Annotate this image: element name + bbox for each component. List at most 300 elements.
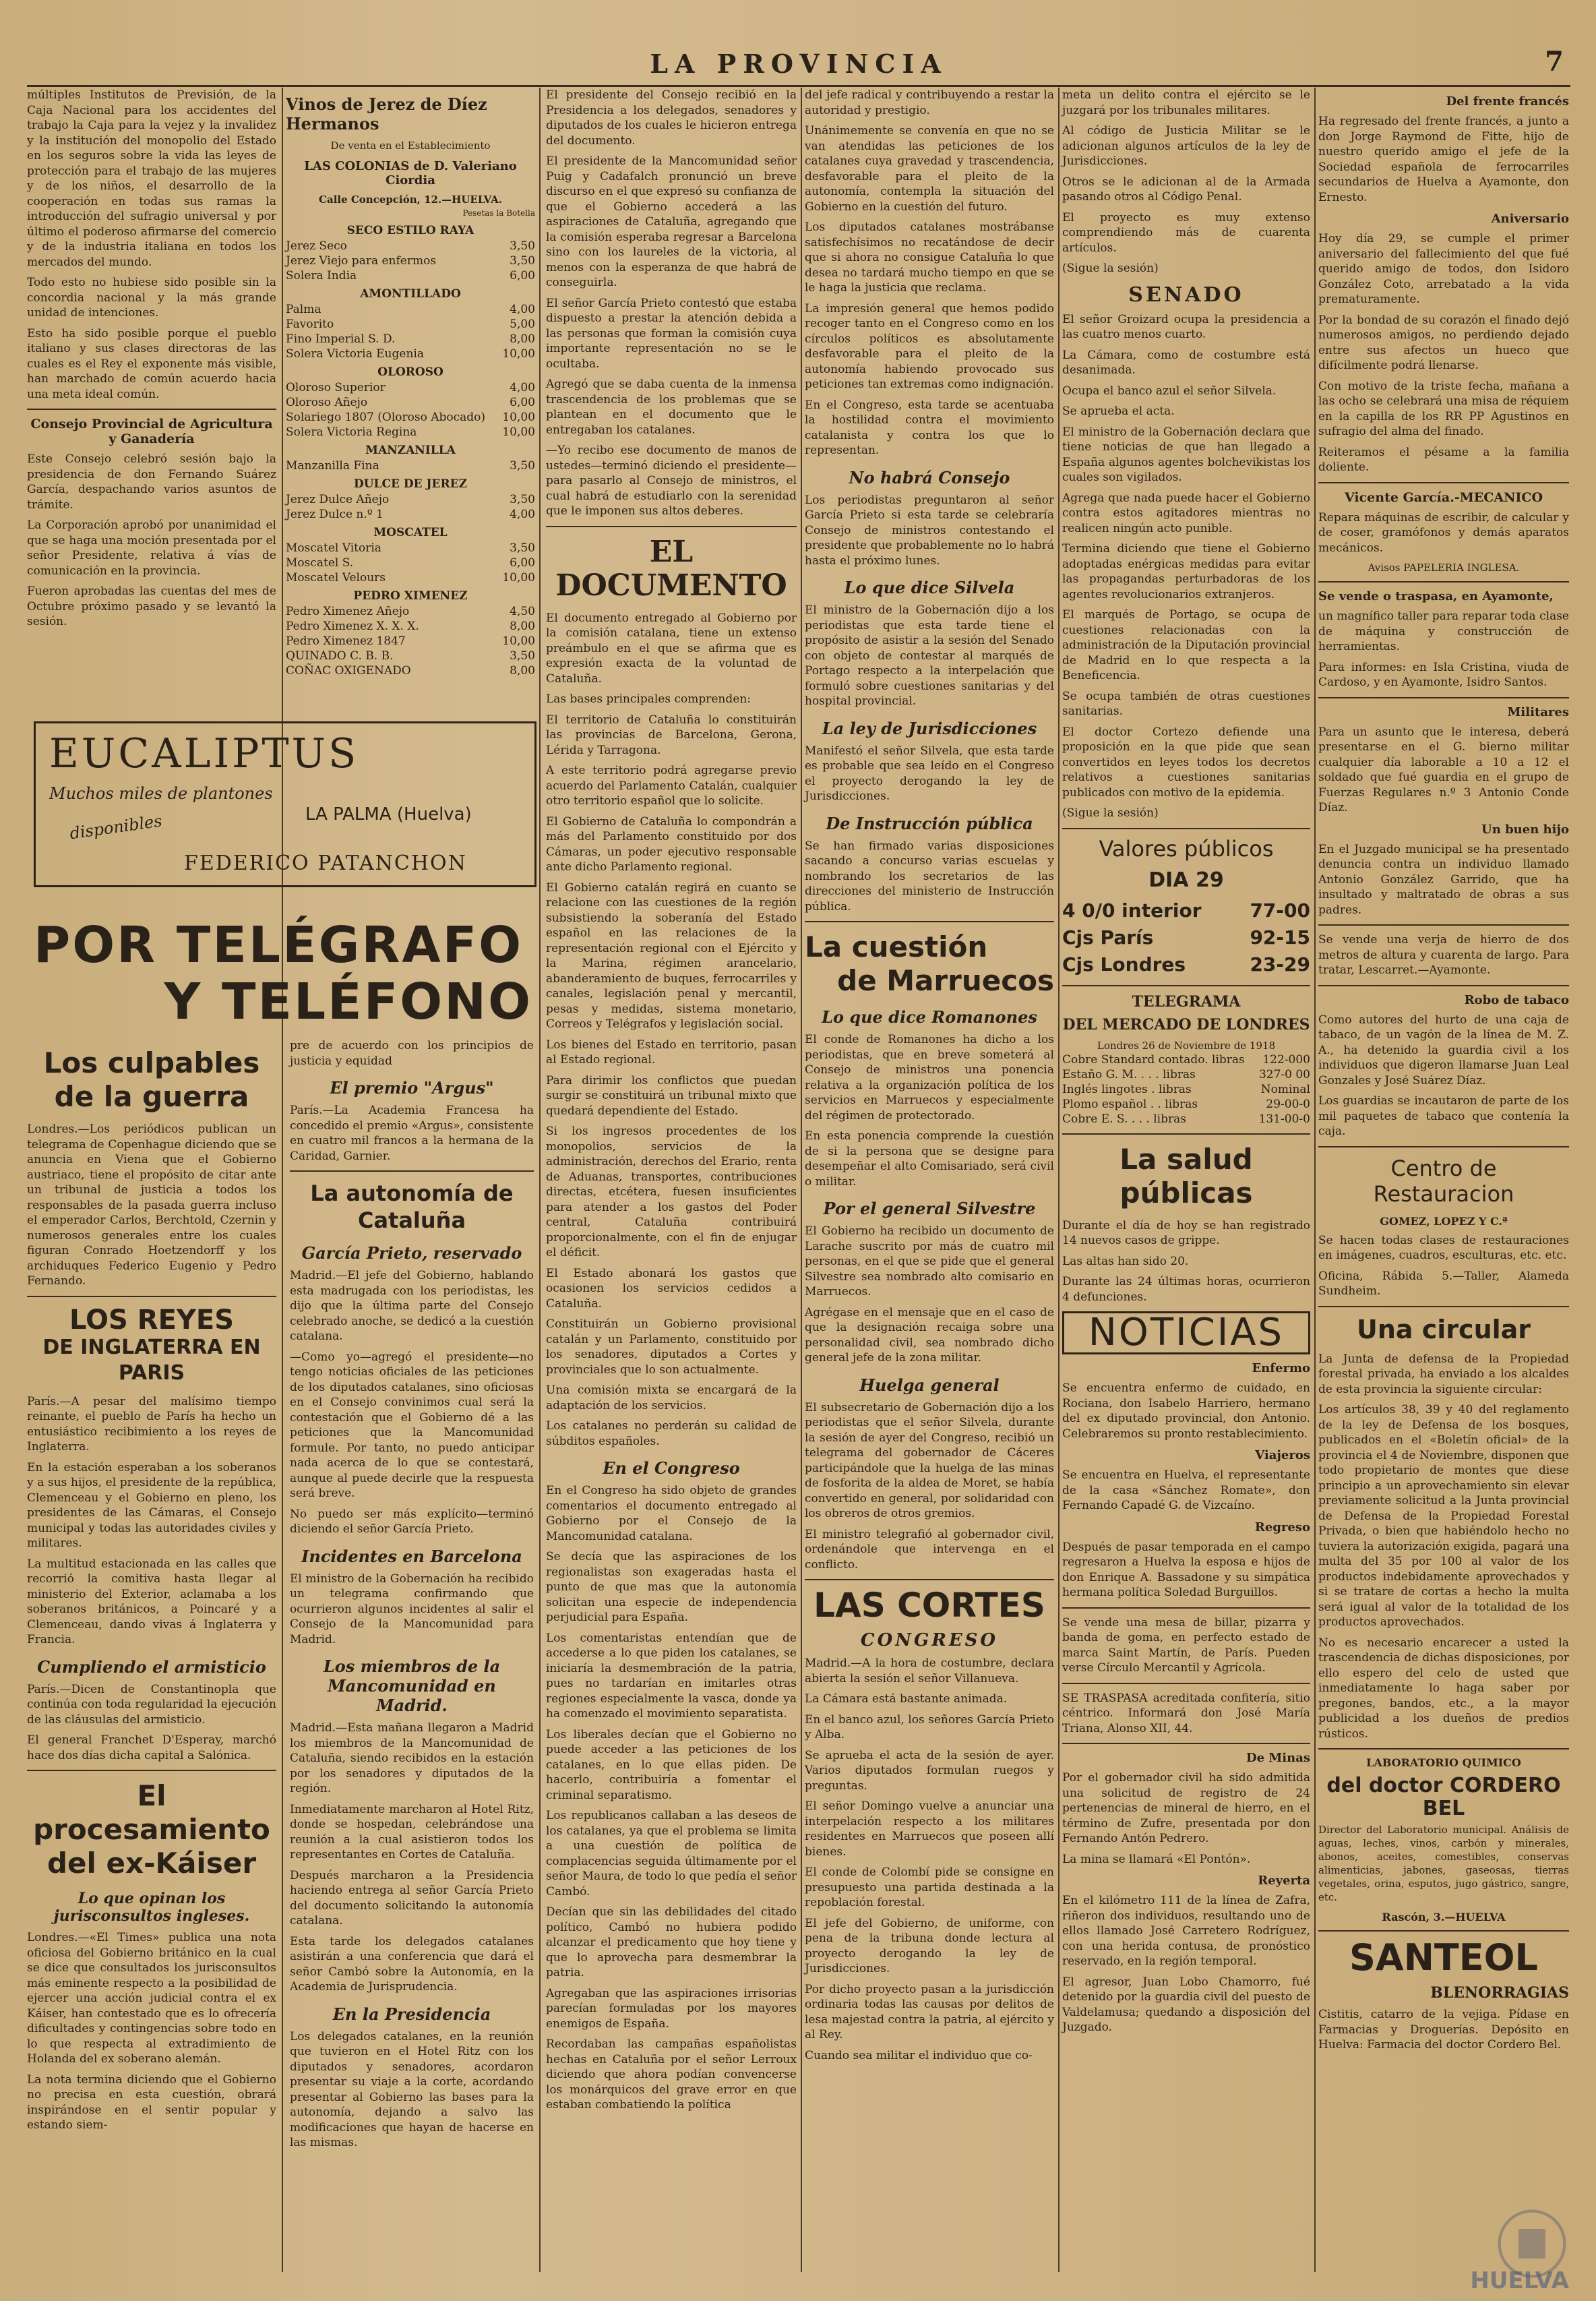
column-4 bbox=[805, 88, 1054, 2259]
subheading: Reyerta bbox=[1258, 1874, 1310, 1888]
paragraph: Cistitis, catarro de la vejiga. Pídase en Farmacias y Droguerías. Depósito en Huelva: Farmacia del doctor Cordero Bel. bbox=[1318, 2008, 1569, 2052]
paragraph: Repara máquinas de escribir, de calcular y de coser, gramófonos y demás aparatos mecánicos. bbox=[1318, 510, 1569, 555]
paragraph: En el banco azul, los señores García Prieto y Alba. bbox=[805, 1712, 1054, 1741]
wine-name: Manzanilla Fina bbox=[286, 459, 379, 473]
wine-row bbox=[286, 332, 535, 347]
ad-heading: Centro de Restauracion bbox=[1373, 1155, 1514, 1207]
divider bbox=[27, 1770, 276, 1771]
ad-subheading: LABORATORIO QUIMICO bbox=[1366, 1756, 1521, 1769]
paragraph: El señor García Prieto contestó que estaba dispuesto a prestar la atención debida a las personas que forman la comisión cuya importante representación no se le ocultaba. bbox=[546, 296, 797, 371]
wine-row bbox=[286, 302, 535, 317]
wine-advertisement bbox=[286, 88, 535, 678]
value-label: 4 0/0 interior bbox=[1062, 899, 1202, 922]
telegram-table bbox=[1062, 1052, 1310, 1127]
subheading: De Minas bbox=[1246, 1751, 1310, 1765]
paragraph: El agresor, Juan Lobo Chamorro, fué detenido por la guardia civil del puesto de Valdelamusa; quedando a disposición del Juzgado. bbox=[1062, 1975, 1310, 2034]
wine-price: 10,00 bbox=[502, 411, 535, 424]
article-heading: La salud públicas bbox=[1119, 1142, 1253, 1209]
subheading: El premio "Argus" bbox=[330, 1078, 494, 1098]
paragraph: Los artículos 38, 39 y 40 del reglamento de la ley de Defensa de los bosques, publicados en el «Boletín oficial» de la provincia el 4 de Noviembre, disponen que todo propietario de montes que diese principio a un aprovechamiento sin elevar previamente solicitud a la Junta provincial de Defensa de la Propiedad Forestal Privada, o bien que habiéndolo hecho no tuviera la autorización exigida, pagará una multa del 35 por 100 al valor de los productos indebidamente aprovechados y si se tratare de cortas a hecho la multa será igual al valor de la totalidad de los productos aprovechados. bbox=[1318, 1403, 1569, 1629]
wine-price: 8,00 bbox=[510, 620, 535, 633]
ad-heading: del doctor CORDERO BEL bbox=[1326, 1774, 1561, 1820]
column-6 bbox=[1318, 88, 1569, 2178]
wine-group-heading: AMONTILLADO bbox=[360, 287, 461, 301]
wine-name: Palma bbox=[286, 303, 321, 316]
wine-price: 10,00 bbox=[502, 634, 535, 648]
divider bbox=[1062, 1133, 1310, 1135]
paragraph: Londres.—«El Times» publica una nota oficiosa del Gobierno británico en la cual se dice que consultados los jurisconsultos más eminente respecto a la posibilidad de ejercer una acción judicial contra el ex Káiser, han contestado que es lo ofrecería dificultades y contingencias sobre todo en lo que respecta al extradimiento de Holanda del ex soberano alemán. bbox=[27, 1931, 276, 2066]
paragraph: En el kilómetro 111 de la línea de Zafra, riñeron dos individuos, resultando uno de ellos llamado José Carretero Rodríguez, con una herida contusa, de pronóstico reservado, en la región temporal. bbox=[1062, 1894, 1310, 1968]
subheading: Del frente francés bbox=[1446, 94, 1569, 109]
paragraph: El presidente del Consejo recibió en la Presidencia a los delegados, senadores y diputados de los cuales le hicieron entrega del documento. bbox=[546, 88, 797, 148]
paragraph: Hoy día 29, se cumple el primer aniversario del fallecimiento del que fué querido amigo de todos, don Isidoro González Coto, arrebatado a la vida prematuramente. bbox=[1318, 232, 1569, 306]
wine-row bbox=[286, 380, 535, 395]
paragraph: Madrid.—Esta mañana llegaron a Madrid los miembros de la Mancomunidad de Cataluña, siendo recibidos en la estación por los senadores y diputados de la región. bbox=[290, 1721, 534, 1795]
paragraph: Recordaban las campañas españolistas hechas en Cataluña por el señor Lerroux diciendo que ahora podían convencerse los monárquicos del grave error en que estaban combatiendo la política bbox=[546, 2037, 797, 2112]
watermark-text: HUELVA bbox=[1470, 2267, 1569, 2294]
article-heading: El procesamiento del ex-Káiser bbox=[33, 1779, 270, 1880]
market-item: Plomo español . . libras bbox=[1062, 1097, 1198, 1111]
wine-name: Moscatel Velours bbox=[286, 571, 386, 585]
ad-note: Avisos PAPELERIA INGLESA. bbox=[1368, 562, 1520, 574]
subheading: Un buen hijo bbox=[1481, 822, 1569, 837]
telegram-subheading: DEL MERCADO DE LONDRES bbox=[1062, 1015, 1310, 1034]
wine-name: Oloroso Añejo bbox=[286, 396, 368, 409]
wine-price: 3,50 bbox=[510, 239, 535, 253]
subheading: Se vende o traspasa, en Ayamonte, bbox=[1318, 589, 1554, 603]
column-3 bbox=[546, 88, 797, 2259]
paragraph: París.—Dicen de Constantinopla que continúa con toda regularidad la ejecución de las cláusulas del armisticio. bbox=[27, 1682, 276, 1727]
wine-price: 6,00 bbox=[510, 269, 535, 282]
divider bbox=[1318, 581, 1569, 582]
paragraph: Ha regresado del frente francés, a junto a don Jorge Raymond de Fitte, hijo de nuestro querido amigo el jefe de la Sociedad española de ferrocarriles secundarios de Huelva a Ayamonte, don Ernesto. bbox=[1318, 115, 1569, 204]
wine-ad-title: Vinos de Jerez de Díez Hermanos bbox=[286, 94, 487, 133]
subheading: Huelga general bbox=[859, 1375, 1000, 1395]
eucaliptus-place: LA PALMA (Huelva) bbox=[305, 804, 472, 825]
paragraph: La nota termina diciendo que el Gobierno no precisa en esta cuestión, obrará inspirándose en el sentir popular y estando siem- bbox=[27, 2072, 276, 2132]
paragraph: Termina diciendo que tiene el Gobierno adoptadas enérgicas medidas para evitar las propagandas perturbadoras de los agentes revolucionarios extranjeros. bbox=[1062, 542, 1310, 601]
divider bbox=[27, 1296, 276, 1297]
subheading: Cumpliendo el armisticio bbox=[37, 1656, 266, 1677]
paragraph: Madrid.—El jefe del Gobierno, hablando esta madrugada con los periodistas, les dijo que la última parte del Consejo celebrado anoche, se dedicó a la cuestión catalana. bbox=[290, 1269, 534, 1343]
wine-row bbox=[286, 663, 535, 678]
paragraph: Madrid.—A la hora de costumbre, declara abierta la sesión el señor Villanueva. bbox=[805, 1656, 1054, 1685]
masthead bbox=[27, 40, 1570, 87]
paragraph: El señor Domingo vuelve a anunciar una interpelación respecto a los militares residentes en Marruecos que poseen allí bienes. bbox=[805, 1799, 1054, 1859]
wine-name: Favorito bbox=[286, 318, 334, 331]
wine-group-heading: DULCE DE JEREZ bbox=[353, 477, 468, 491]
subheading: Aniversario bbox=[1491, 212, 1569, 226]
wine-price: 3,50 bbox=[510, 541, 535, 555]
paragraph: Agregaban que las aspiraciones irrisorias parecían formuladas por los mayores enemigos de España. bbox=[546, 1986, 797, 2031]
paragraph: Se encuentra enfermo de cuidado, en Rociana, don Isabelo Harriero, hermano del ex diputado provincial, don Antonio. Celebraremos su pronto restablecimiento. bbox=[1062, 1381, 1310, 1441]
wine-group-heading: MANZANILLA bbox=[365, 444, 456, 457]
value-amount: 77-00 bbox=[1250, 899, 1310, 922]
paragraph: Los periodistas preguntaron al señor García Prieto si esta tarde se celebraría Consejo de ministros contestando el presidente que probablemente no lo habrá hasta el próximo lunes. bbox=[805, 493, 1054, 568]
divider bbox=[805, 921, 1054, 922]
subheading: SENADO bbox=[1128, 282, 1244, 307]
paragraph: Se decía que las aspiraciones de los regionalistas son exageradas hasta el punto de que mas que la autonomía solicitan una especie de independencia perjudicial para España. bbox=[546, 1550, 797, 1624]
paragraph: En el Congreso ha sido objeto de grandes comentarios el documento entregado al Gobierno por el Consejo de la Mancomunidad catalana. bbox=[546, 1484, 797, 1543]
paragraph: En esta ponencia comprende la cuestión de si la persona que se designe para desempeñar el alto Comisariado, será civil o militar. bbox=[805, 1129, 1054, 1189]
divider bbox=[1062, 1743, 1310, 1744]
wine-group-heading: PEDRO XIMENEZ bbox=[353, 589, 468, 603]
paragraph: —Yo recibo ese documento de manos de ustedes—terminó diciendo el presidente—para pasarlo al Consejo de ministros, el cual habrá de estudiarlo con la serenidad que le imponen sus altos deberes. bbox=[546, 444, 797, 518]
paragraph: Se aprueba el acta. bbox=[1062, 405, 1175, 418]
value-row bbox=[1062, 897, 1310, 924]
paragraph: El marqués de Portago, se ocupa de cuestiones relacionadas con la administración de la Diputación provincial de Madrid en lo que respecta a la Beneficencia. bbox=[1062, 608, 1310, 682]
divider bbox=[1318, 985, 1569, 986]
wine-shop-address: Calle Concepción, 12.—HUELVA. bbox=[319, 193, 502, 206]
value-label: Cjs Londres bbox=[1062, 953, 1186, 976]
paragraph: El conde de Romanones ha dicho a los periodistas, que en breve someterá al Consejo de ministros una ponencia relativa a la organización política de los servicios en Marruecos y especialmente del régimen de protectorado. bbox=[805, 1033, 1054, 1123]
subheading: En el Congreso bbox=[603, 1458, 740, 1478]
price-unit: Pesetas la Botella bbox=[462, 208, 535, 218]
paragraph: meta un delito contra el ejército se le juzgará por los tribunales militares. bbox=[1062, 88, 1310, 117]
eucaliptus-advertisement bbox=[34, 721, 536, 887]
subheading: Enfermo bbox=[1252, 1361, 1310, 1375]
wine-row bbox=[286, 541, 535, 556]
paragraph: Manifestó el señor Silvela, que esta tarde es probable que sea leído en el Congreso el proyecto derogando la ley de Jurisdicciones. bbox=[805, 744, 1054, 803]
wine-price: 6,00 bbox=[510, 396, 535, 409]
paragraph: Los comentaristas entendían que de accederse a lo que piden los catalanes, se iniciaría la desmembración de la patria, pues no tardarían en imitarles otras regiones especialmente la vasca, donde ya ha comenzado el movimiento separatista. bbox=[546, 1631, 797, 1721]
wine-name: Solera Victoria Regina bbox=[286, 425, 417, 439]
paragraph: Los delegados catalanes, en la reunión que tuvieron en el Hotel Ritz con los diputados y senadores, acordaron presentar su viaje a la corte, acordando presentar al Gobierno las bases para la autonomía, dejando a salvo las modificaciones que hayan de hacerse en las mismas. bbox=[290, 2029, 534, 2149]
paragraph: Fueron aprobadas las cuentas del mes de Octubre próximo pasado y se levantó la sesión. bbox=[27, 585, 276, 628]
article-heading: LOS REYES bbox=[69, 1304, 235, 1336]
paragraph: Si los ingresos procedentes de los monopolios, servicios de la administración, derechos del Erario, renta de Aduanas, transportes, contribuciones directas, etcétera, fuesen insuficientes para atender a los gastos del Poder central, Cataluña contribuirá proporcionalmente, con el fin de enjugar el déficit. bbox=[546, 1125, 797, 1259]
market-row bbox=[1062, 1082, 1310, 1097]
paragraph: La Junta de defensa de la Propiedad forestal privada, ha enviado a los alcaldes de esta provincia la siguiente circular: bbox=[1318, 1352, 1569, 1396]
paragraph: Director del Laboratorio municipal. Análisis de aguas, leches, vinos, carbón y minerales, abonos, aceites, comestibles, conservas alimenticias, jabones, gaseosas, tierras vegetales, orina, esputos, jugo gástrico, sangre, etc. bbox=[1318, 1824, 1569, 1903]
paragraph: Agrégase en el mensaje que en el caso de que la designación recaiga sobre una personalidad civil, sea nombrado dicho general jefe de la zona militar. bbox=[805, 1305, 1054, 1365]
paragraph: Se hacen todas clases de restauraciones en imágenes, cuadros, esculturas, etc. etc. bbox=[1318, 1233, 1569, 1262]
subheading: En la Presidencia bbox=[332, 2004, 491, 2024]
paragraph: un magnífico taller para reparar toda clase de máquina y construcción de herramientas. bbox=[1318, 609, 1569, 653]
subheading: Vicente García.-MECANICO bbox=[1344, 489, 1543, 505]
values-table bbox=[1062, 897, 1310, 978]
paragraph: pre de acuerdo con los principios de justicia y equidad bbox=[290, 1039, 534, 1068]
paragraph: El Gobierno ha recibido un documento de Larache suscrito por más de cuatro mil personas, en el que se pide que el general Silvestre sea nombrado alto comisario en Marruecos. bbox=[805, 1224, 1054, 1298]
paragraph: El ministro de la Gobernación declara que tiene noticias de que han llegado a España algunos agentes bolchevikistas los cuales son vigilados. bbox=[1062, 425, 1310, 484]
paragraph: Agrega que nada puede hacer el Gobierno contra estos agitadores mientras no realicen ningún acto punible. bbox=[1062, 491, 1310, 535]
paragraph: Se ocupa también de otras cuestiones sanitarias. bbox=[1062, 689, 1310, 718]
paragraph: Con motivo de la triste fecha, mañana a las ocho se celebrará una misa de réquiem en la capilla de los RR PP Agustinos en sufragio del alma del finado. bbox=[1318, 379, 1569, 438]
paragraph: El ministro de la Gobernación dijo a los periodistas que esta tarde tiene el propósito de asistir a la sesión del Senado con objeto de contestar al marqués de Portago respecto a la interpelación que formuló sobre cuestiones sanitarias y del hospital provincial. bbox=[805, 603, 1054, 708]
subheading: Incidentes en Barcelona bbox=[301, 1546, 522, 1566]
article-heading: NOTICIAS bbox=[1088, 1311, 1285, 1354]
paragraph: El territorio de Cataluña lo constituirán las provincias de Barcelona, Gerona, Lérida y Tarragona. bbox=[546, 713, 797, 757]
value-row bbox=[1062, 951, 1310, 978]
paragraph: del jefe radical y contribuyendo a restar la autoridad y prestigio. bbox=[805, 88, 1054, 117]
divider bbox=[1318, 482, 1569, 483]
subheading: Lo que dice Silvela bbox=[844, 578, 1015, 597]
wine-row bbox=[286, 410, 535, 425]
subheading: La ley de Jurisdicciones bbox=[822, 718, 1037, 738]
paragraph: Las bases principales comprenden: bbox=[546, 692, 751, 706]
paragraph: La Corporación aprobó por unanimidad el que se haga una moción presentada por el señor Presidente, relativa á vías de comunicación en la provincia. bbox=[27, 518, 276, 578]
paragraph: Para un asunto que le interesa, deberá presentarse en el G. bierno militar cualquier día laborable a 10 a 12 el soldado que fué guardia en el grupo de Fuerzas Regulares n.º 3 Antonio Conde Díaz. bbox=[1318, 725, 1569, 814]
subheading: Lo que dice Romanones bbox=[822, 1007, 1037, 1027]
ad-address: Rascón, 3.—HUELVA bbox=[1382, 1911, 1506, 1923]
ad-subheading: GOMEZ, LOPEZ Y C.ª bbox=[1380, 1214, 1508, 1228]
wine-name: QUINADO C. B. B. bbox=[286, 649, 394, 663]
page-number: 7 bbox=[1545, 46, 1564, 78]
wine-row bbox=[286, 492, 535, 507]
paragraph: Por dicho proyecto pasan a la jurisdicción ordinaria todas las causas por delitos de lesa majestad contra la patria, al ejército y al Rey. bbox=[805, 1982, 1054, 2041]
divider bbox=[1318, 1748, 1569, 1750]
wine-name: Pedro Ximenez X. X. X. bbox=[286, 620, 419, 633]
market-price: 327-0 00 bbox=[1258, 1067, 1310, 1081]
wine-group-heading: SECO ESTILO RAYA bbox=[346, 224, 474, 237]
wine-price: 3,50 bbox=[510, 254, 535, 268]
subheading: Militares bbox=[1507, 705, 1569, 719]
paragraph: Los liberales decían que el Gobierno no puede acceder a las peticiones de los catalanes, en lo que ellas piden. De hacerlo, contribuiría a fomentar el criminal separatismo. bbox=[546, 1727, 797, 1802]
wine-name: Solariego 1807 (Oloroso Abocado) bbox=[286, 411, 486, 424]
article-heading: EL DOCUMENTO bbox=[555, 534, 787, 603]
market-price: 29-00-0 bbox=[1266, 1097, 1310, 1111]
paragraph: En el Congreso, esta tarde se acentuaba la hostilidad contra el movimiento catalanista y contra los que lo representan. bbox=[805, 398, 1054, 457]
paragraph: Esto ha sido posible porque el pueblo italiano y sus clases directoras de las cuales es el Rey el exponente más visible, han marchado de común acuerdo hacia una meta ideal común. bbox=[27, 326, 276, 401]
eucaliptus-title: EUCALIPTUS bbox=[49, 730, 359, 777]
paragraph: Para dirimir los conflictos que puedan surgir se constituirá un tribunal mixto que quedará dependiente del Estado. bbox=[546, 1073, 797, 1118]
paragraph: París.—A pesar del malísimo tiempo reinante, el pueblo de París ha hecho un entusiástico recibimiento a los reyes de Inglaterra. bbox=[27, 1394, 276, 1454]
wine-row bbox=[286, 556, 535, 570]
wine-price: 3,50 bbox=[510, 459, 535, 473]
wine-row bbox=[286, 634, 535, 649]
paragraph: París.—La Academia Francesa ha concedido el premio «Argus», consistente en cuatro mil francos a la hermana de la Caridad, Garnier. bbox=[290, 1104, 534, 1163]
paragraph: El documento entregado al Gobierno por la comisión catalana, tiene un extenso preámbulo en el que se afirma que es expresión exacta de la voluntad de Cataluña. bbox=[546, 611, 797, 686]
paragraph: SE TRASPASA acreditada confitería, sitio céntrico. Informará don José María Triana, Alonso XII, 44. bbox=[1062, 1691, 1310, 1735]
paragraph: Decían que sin las debilidades del citado político, Cambó no hubiera podido alcanzar el predicamento que hoy tiene y que lo aprovecha para desmembrar la patria. bbox=[546, 1905, 797, 1979]
market-item: Estaño G. M. . . . libras bbox=[1062, 1067, 1196, 1081]
subheading: Viajeros bbox=[1255, 1448, 1310, 1462]
newspaper-title: LA PROVINCIA bbox=[650, 49, 948, 79]
divider bbox=[1318, 1930, 1569, 1932]
column-rule bbox=[1058, 88, 1060, 2272]
divider bbox=[1062, 828, 1310, 829]
paragraph: El conde de Colombí pide se consigne en presupuesto una partida destinada a la repoblación forestal. bbox=[805, 1865, 1054, 1909]
article-heading: Una circular bbox=[1356, 1314, 1531, 1344]
eucaliptus-available: disponibles bbox=[68, 811, 164, 843]
values-heading: Valores públicos bbox=[1099, 835, 1274, 862]
divider bbox=[27, 409, 276, 410]
wine-name: Moscatel S. bbox=[286, 556, 354, 570]
wine-row bbox=[286, 425, 535, 440]
article-heading: LAS CORTES bbox=[814, 1586, 1045, 1625]
market-item: Inglés lingotes . libras bbox=[1062, 1082, 1192, 1096]
wine-price: 10,00 bbox=[502, 347, 535, 361]
paragraph: Esta tarde los delegados catalanes asistirán a una conferencia que dará el señor Cambó sobre la Autonomía, en la Academia de Jurisprudencia. bbox=[290, 1934, 534, 1994]
paragraph: El doctor Cortezo defiende una proposición en la que pide que sean convertidos en leyes todos los decretos relativos a cuestiones sanitarias publicados con motivo de la epidemia. bbox=[1062, 725, 1310, 800]
column-2-lower bbox=[290, 1038, 534, 2252]
eucaliptus-line: Muchos miles de plantones bbox=[49, 784, 273, 803]
paragraph: Las altas han sido 20. bbox=[1062, 1254, 1189, 1268]
paragraph: Por la bondad de su corazón el finado dejó numerosos amigos, no perdiendo dejado entre sus afectos un hueco que difícilmente podrá llenarse. bbox=[1318, 313, 1569, 372]
paragraph: múltiples Institutos de Previsión, de la Caja Nacional para los accidentes del trabajo la Caja para la vejez y la invalidez y la institución del monopolio del Estado en los seguros sobre la vida las leyes de protección para el trabajo de las mujeres y de los niños, el desarrollo de la cooperación en todas sus ramas la introducción del sufragio universal y por último el poderoso afirmarse del comercio y de la industria italiana en todos los mercados del mundo. bbox=[27, 88, 276, 269]
subheading: Por el general Silvestre bbox=[823, 1199, 1036, 1218]
paragraph: La impresión general que hemos podido recoger tanto en el Congreso como en los círculos políticos es absolutamente desfavorable para el pleito de la autonomía habiendo provocado sus peticiones tan extremas como indignación. bbox=[805, 301, 1054, 391]
paragraph: (Sigue la sesión) bbox=[1062, 262, 1159, 275]
wine-row bbox=[286, 239, 535, 253]
market-row bbox=[1062, 1052, 1310, 1067]
paragraph: El subsecretario de Gobernación dijo a los periodistas que el señor Silvela, durante la sesión de ayer del Congreso, recibió un telegrama del gobernador de Cáceres participándole que la huelga de las minas de fosforita de la aldea de Moret, se había convertido en general, por solidaridad con los obreros de otros gremios. bbox=[805, 1400, 1054, 1520]
wine-name: Solera India bbox=[286, 269, 357, 282]
paragraph: Inmediatamente marcharon al Hotel Ritz, donde se hospedan, celebrándose una reunión a la cual asistieron todos los representantes en Cortes de Cataluña. bbox=[290, 1802, 534, 1861]
wine-row bbox=[286, 395, 535, 410]
paragraph: Este Consejo celebró sesión bajo la presidencia de don Fernando Suárez García, despachando varios asuntos de trámite. bbox=[27, 452, 276, 512]
wine-price-list bbox=[286, 224, 535, 678]
paragraph: Reiteramos el pésame a la familia doliente. bbox=[1318, 445, 1569, 474]
wine-name: Jerez Seco bbox=[286, 239, 347, 253]
subheading: No habrá Consejo bbox=[849, 467, 1010, 487]
column-rule bbox=[282, 88, 283, 2272]
divider bbox=[1318, 697, 1569, 698]
wine-group-heading: MOSCATEL bbox=[373, 526, 448, 539]
paragraph: Agregó que se daba cuenta de la inmensa trascendencia de los problemas que se plantean en el documento que le entregaban los catalanes. bbox=[546, 378, 797, 437]
paragraph: Al código de Justicia Militar se le adicionan algunos artículos de la ley de Jurisdicciones. bbox=[1062, 124, 1310, 168]
article-heading: DE INGLATERRA EN PARIS bbox=[42, 1335, 261, 1385]
paragraph: El jefe del Gobierno, de uniforme, con pena de la tribuna donde lectura al proyecto derogando la ley de Jurisdicciones. bbox=[805, 1916, 1054, 1975]
column-rule bbox=[801, 88, 802, 2272]
headline-line-2: Y TELÉFONO bbox=[164, 973, 532, 1031]
divider bbox=[1318, 1306, 1569, 1307]
paragraph: Después de pasar temporada en el campo regresaron a Huelva la esposa e hijos de don Enrique A. Bassadone y su simpática hermana política Soledad Burguillos. bbox=[1062, 1540, 1310, 1599]
paragraph: Constituirán un Gobierno provisional catalán y un Parlamento, constituido por los senadores, diputados a Cortes y provinciales que lo son actualmente. bbox=[546, 1317, 797, 1377]
subheading: Regreso bbox=[1254, 1520, 1310, 1534]
divider bbox=[1318, 924, 1569, 926]
wine-row bbox=[286, 253, 535, 268]
divider bbox=[1318, 1146, 1569, 1147]
telegram-date: Londres 26 de Noviembre de 1918 bbox=[1097, 1039, 1276, 1052]
paragraph: El Estado abonará los gastos que ocasionen los servicios cedidos a Cataluña. bbox=[546, 1266, 797, 1311]
wine-row bbox=[286, 570, 535, 585]
wine-name: Fino Imperial S. D. bbox=[286, 332, 396, 346]
paragraph: En el Juzgado municipal se ha presentado denuncia contra un individuo llamado Antonio González Garrido, que ha insultado y maltratado de obras a sus padres. bbox=[1318, 842, 1569, 917]
wine-price: 10,00 bbox=[502, 571, 535, 585]
paragraph: La Cámara está bastante animada. bbox=[805, 1692, 1008, 1706]
paragraph: Se han firmado varias disposiciones sacando a concurso varias escuelas y nombrando los secretarios de las direcciones del ministerio de Instrucción pública. bbox=[805, 839, 1054, 914]
wine-price: 4,00 bbox=[510, 508, 535, 521]
subheading: García Prieto, reservado bbox=[301, 1243, 522, 1263]
paragraph: Se vende una mesa de billar, pizarra y banda de goma, en perfecto estado de marca Saint Martín, de París. Pueden verse Círculo Mercantil y Agrícola. bbox=[1062, 1615, 1310, 1675]
paragraph: Para informes: en Isla Cristina, viuda de Cardoso, y en Ayamonte, Isidro Santos. bbox=[1318, 660, 1569, 689]
wine-row bbox=[286, 317, 535, 332]
paragraph: (Sigue la sesión) bbox=[1062, 806, 1159, 820]
market-item: Cobre Standard contado. libras bbox=[1062, 1052, 1245, 1067]
paragraph: Durante el día de hoy se han registrado 14 nuevos casos de grippe. bbox=[1062, 1218, 1310, 1247]
wine-price: 4,00 bbox=[510, 303, 535, 316]
divider bbox=[1062, 1607, 1310, 1609]
wine-name: Oloroso Superior bbox=[286, 381, 386, 394]
wine-ad-subtitle: De venta en el Establecimiento bbox=[330, 140, 491, 152]
divider bbox=[805, 1579, 1054, 1580]
divider bbox=[1062, 985, 1310, 986]
wine-row bbox=[286, 507, 535, 522]
paragraph: Todo esto no hubiese sido posible sin la concordia nacional y la más grande unidad de intenciones. bbox=[27, 276, 276, 320]
paragraph: En la estación esperaban a los soberanos y a sus hijos, el presidente de la república, Clemenceau y el Gobierno en pleno, los presidentes de las Cámaras, el Consejo municipal y todas las autoridades civiles y militares. bbox=[27, 1460, 276, 1550]
values-day: DIA 29 bbox=[1148, 868, 1224, 892]
wine-price: 8,00 bbox=[510, 664, 535, 678]
subheading: Los miembros de la Mancomunidad en Madrid. bbox=[323, 1656, 501, 1715]
paragraph: La multitud estacionada en las calles que recorrió la comitiva hasta llegar al ministerio del Exterior, aclamaba a los soberanos británicos, a Poincaré y a Clemenceau, dando vivas á Inglaterra y Francia. bbox=[27, 1557, 276, 1646]
wine-price: 3,50 bbox=[510, 649, 535, 663]
paragraph: Londres.—Los periódicos publican un telegrama de Copenhague diciendo que se anuncia en Viena que el Gobierno austriaco, tiene el propósito de citar ante un tribunal de justicia a todos los responsables de la pasada guerra incluso el emperador Carlos, Berchtold, Czernin y numerosos generales entre los cuales figuran Conrado Hoetzendorff y los archiduques Federico Eugenio y Pedro Fernando. bbox=[27, 1123, 276, 1288]
paragraph: Ocupa el banco azul el señor Silvela. bbox=[1062, 384, 1277, 398]
wine-name: Jerez Viejo para enfermos bbox=[286, 254, 437, 268]
wine-price: 3,50 bbox=[510, 493, 535, 506]
paragraph: Los republicanos callaban a las deseos de los catalanes, ya que el problema se limita a una cuestión de política de complacencias seguida últimamente por el señor Maura, de todo lo que pedía el señor Cambó. bbox=[546, 1809, 797, 1899]
market-price: 131-00-0 bbox=[1258, 1112, 1310, 1126]
subheading: Lo que opinan los jurisconsultos ingleses. bbox=[53, 1890, 250, 1925]
wine-name: Pedro Ximenez 1847 bbox=[286, 634, 406, 648]
market-price: Nominal bbox=[1260, 1082, 1310, 1096]
paragraph: El ministro de la Gobernación ha recibido un telegrama confirmando que ocurrieron algunos incidentes al salir el Consejo de la Mancomunidad para Madrid. bbox=[290, 1572, 534, 1646]
column-1 bbox=[27, 88, 276, 667]
paragraph: Los bienes del Estado en territorio, pasan al Estado regional. bbox=[546, 1038, 797, 1067]
wine-price: 8,00 bbox=[510, 332, 535, 346]
market-row bbox=[1062, 1112, 1310, 1127]
column-1-lower bbox=[27, 1038, 276, 2252]
paragraph: —Como yo—agregó el presidente—no tengo noticias oficiales de las peticiones de los diputados catalanes, sino oficiosas en el Consejo convinimos cual será la contestación que el Gobierno dé a las peticiones que la Mancomunidad formule. Por tanto, no puedo anticipar nada acerca de lo que se contestará, aunque al puede decirle que la respuesta será breve. bbox=[290, 1350, 534, 1500]
paragraph: El Gobierno catalán regirá en cuanto se relacione con las cuestiones de la región subsistiendo la soberanía del Estado español en las relaciones de la representación regional con el Ejército y la Marina, régimen arancelario, abanderamiento de buques, ferrocarriles y canales, legislación penal y mercantil, pesas y medidas, sistema monetario, Correos y Telégrafos y legislación social. bbox=[546, 880, 797, 1031]
value-row bbox=[1062, 924, 1310, 951]
article-heading: La autonomía de Cataluña bbox=[310, 1181, 514, 1233]
paragraph: Como autores del hurto de una caja de tabaco, de un vagón de la línea de M. Z. A., ha detenido la guardia civil a los individuos que digeron llamarse Juan Leal Gonzales y José Suárez Díaz. bbox=[1318, 1013, 1569, 1087]
wine-group-heading: OLOROSO bbox=[377, 365, 443, 379]
market-price: 122-000 bbox=[1262, 1052, 1310, 1067]
paragraph: Por el gobernador civil ha sido admitida una solicitud de registro de 24 pertenencias de mineral de hierro, en el término de Zufre, presentada por don Fernando Antón Pedrero. bbox=[1062, 1771, 1310, 1845]
value-label: Cjs París bbox=[1062, 926, 1154, 949]
market-item: Cobre E. S. . . . libras bbox=[1062, 1112, 1186, 1126]
paragraph: Durante las 24 últimas horas, ocurrieron 4 defunciones. bbox=[1062, 1275, 1310, 1304]
market-row bbox=[1062, 1067, 1310, 1082]
wine-name: COÑAC OXIGENADO bbox=[286, 664, 411, 678]
value-amount: 23-29 bbox=[1250, 953, 1310, 976]
column-rule bbox=[539, 88, 541, 2272]
paragraph: El señor Groizard ocupa la presidencia a las cuatro menos cuarto. bbox=[1062, 312, 1310, 341]
paragraph: Una comisión mixta se encargará de la adaptación de los servicios. bbox=[546, 1383, 797, 1412]
paragraph: La Cámara, como de costumbre está desanimada. bbox=[1062, 348, 1310, 377]
paragraph: Oficina, Rábida 5.—Taller, Alameda Sundheim. bbox=[1318, 1269, 1569, 1298]
wine-name: Solera Victoria Eugenia bbox=[286, 347, 424, 361]
wine-price: 4,50 bbox=[510, 605, 535, 618]
wine-price: 5,00 bbox=[510, 318, 535, 331]
subheading: De Instrucción pública bbox=[826, 813, 1033, 833]
ad-heading: SANTEOL bbox=[1349, 1936, 1538, 1979]
wine-row bbox=[286, 458, 535, 473]
wine-row bbox=[286, 619, 535, 634]
paragraph: No es necesario encarecer a usted la trascendencia de dichas disposiciones, por ello espero del celo de usted que inmediatamente lo haga saber por pregones, bandos, etc., a la mayor publicidad a los dueños de predios rústicos. bbox=[1318, 1636, 1569, 1741]
paragraph: No puedo ser más explícito—terminó diciendo el señor García Prieto. bbox=[290, 1507, 534, 1536]
wine-row bbox=[286, 649, 535, 663]
article-heading: de Marruecos bbox=[837, 964, 1054, 997]
paragraph: A este territorio podrá agregarse previo acuerdo del Parlamento Catalán, cualquier otro territorio español que lo solicite. bbox=[546, 764, 797, 808]
paragraph: Se vende una verja de hierro de dos metros de altura y cuarenta de largo. Para tratar, Lescarret.—Ayamonte. bbox=[1318, 933, 1569, 977]
paragraph: Los catalanes no perderán su calidad de súbditos españoles. bbox=[546, 1419, 797, 1448]
market-row bbox=[1062, 1097, 1310, 1112]
paragraph: Cuando sea militar el individuo que co- bbox=[805, 2048, 1033, 2062]
paragraph: El ministro telegrafió al gobernador civil, ordenándole que intervenga en el conflicto. bbox=[805, 1527, 1054, 1572]
wine-price: 4,00 bbox=[510, 381, 535, 394]
divider bbox=[546, 526, 797, 527]
telegraph-headline bbox=[34, 917, 532, 1038]
divider bbox=[1062, 1683, 1310, 1684]
ad-subheading: BLENORRAGIAS bbox=[1430, 1984, 1569, 2002]
value-amount: 92-15 bbox=[1250, 926, 1310, 949]
wine-row bbox=[286, 604, 535, 619]
paragraph: El Gobierno de Cataluña lo compondrán a más del Parlamento constituido por dos Cámaras, un poder ejecutivo responsable ante dicho Parlamento regional. bbox=[546, 814, 797, 874]
